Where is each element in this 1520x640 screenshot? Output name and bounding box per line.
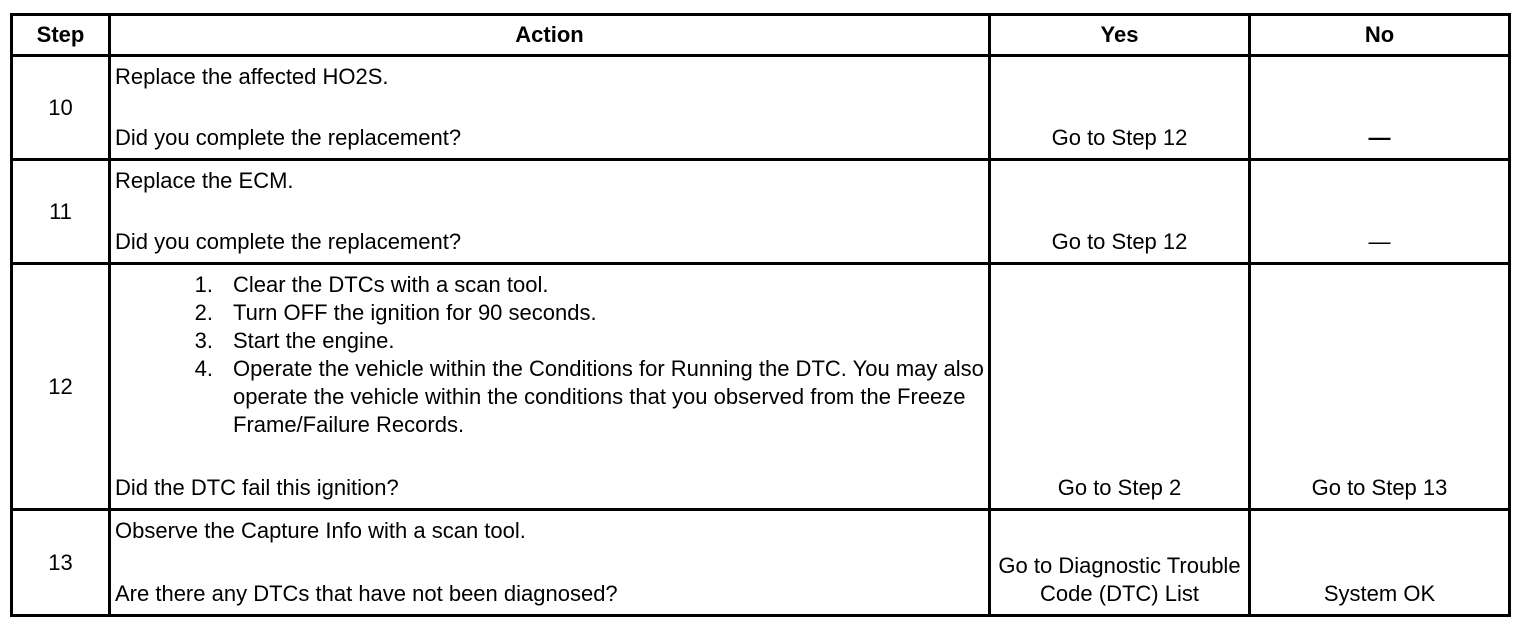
table-row bbox=[12, 510, 1510, 616]
step-number: 12 bbox=[12, 264, 110, 510]
substep-number: 3. bbox=[194, 328, 213, 353]
no-cell bbox=[1250, 264, 1510, 510]
yes-result: Go to Diagnostic Trouble Code (DTC) List bbox=[998, 553, 1241, 606]
yes-cell bbox=[990, 264, 1250, 510]
action-question: Are there any DTCs that have not been diagnosed? bbox=[115, 581, 618, 606]
substep-list bbox=[115, 271, 988, 439]
substep-text: Start the engine. bbox=[233, 328, 395, 353]
yes-cell bbox=[990, 510, 1250, 616]
substep-item bbox=[115, 355, 988, 439]
yes-result: Go to Step 2 bbox=[1057, 475, 1182, 500]
yes-cell bbox=[990, 160, 1250, 264]
no-cell bbox=[1250, 160, 1510, 264]
substep-item bbox=[115, 271, 988, 299]
header-action: Action bbox=[110, 15, 990, 56]
substep-item bbox=[115, 327, 988, 355]
substep-text: Operate the vehicle within the Conditions for Running the DTC. You may also operate the vehicle within the conditions that you observed from the Freeze Frame/Failure Records. bbox=[233, 356, 984, 437]
step-number: 11 bbox=[12, 160, 110, 264]
diagnostic-table bbox=[10, 13, 1511, 617]
substep-text: Clear the DTCs with a scan tool. bbox=[233, 272, 549, 297]
header-no: No bbox=[1250, 15, 1510, 56]
step-number: 13 bbox=[12, 510, 110, 616]
action-instruction: Replace the affected HO2S. bbox=[115, 64, 389, 89]
header-yes: Yes bbox=[990, 15, 1250, 56]
yes-result: Go to Step 12 bbox=[1051, 125, 1188, 150]
action-cell bbox=[110, 56, 990, 160]
yes-result: Go to Step 12 bbox=[1051, 229, 1188, 254]
substep-number: 2. bbox=[194, 300, 213, 325]
substep-text: Turn OFF the ignition for 90 seconds. bbox=[233, 300, 597, 325]
substep-number: 4. bbox=[194, 356, 213, 381]
yes-cell bbox=[990, 56, 1250, 160]
action-cell bbox=[110, 264, 990, 510]
action-instruction: Replace the ECM. bbox=[115, 168, 294, 193]
no-result: — bbox=[1368, 229, 1391, 254]
step-number: 10 bbox=[12, 56, 110, 160]
action-instruction: Observe the Capture Info with a scan tool. bbox=[115, 518, 526, 543]
table-row bbox=[12, 56, 1510, 160]
no-cell bbox=[1250, 56, 1510, 160]
substep-item bbox=[115, 299, 988, 327]
header-row bbox=[12, 15, 1510, 56]
table-row bbox=[12, 264, 1510, 510]
action-question: Did the DTC fail this ignition? bbox=[115, 475, 399, 500]
action-question: Did you complete the replacement? bbox=[115, 229, 462, 254]
header-step: Step bbox=[12, 15, 110, 56]
no-result: Go to Step 13 bbox=[1311, 475, 1448, 500]
action-cell bbox=[110, 160, 990, 264]
no-cell bbox=[1250, 510, 1510, 616]
no-result: — bbox=[1368, 125, 1391, 150]
substep-number: 1. bbox=[194, 272, 213, 297]
action-question: Did you complete the replacement? bbox=[115, 125, 462, 150]
table-row bbox=[12, 160, 1510, 264]
action-cell bbox=[110, 510, 990, 616]
no-result: System OK bbox=[1323, 581, 1436, 606]
